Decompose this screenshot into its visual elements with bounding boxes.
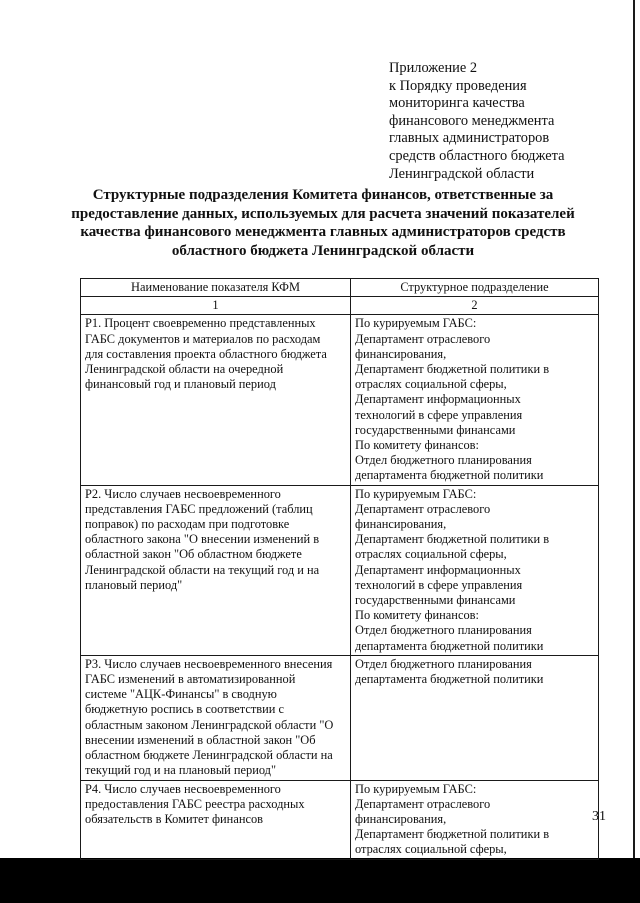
table-row <box>81 485 599 655</box>
division-cell <box>351 655 599 780</box>
cell-line: Департамент бюджетной политики в <box>355 362 550 377</box>
column-number: 1 <box>81 297 351 315</box>
cell-line: финансирования, <box>355 346 447 361</box>
cell-line: Р1. Процент своевременно представленных <box>85 316 316 331</box>
table-row <box>81 655 599 780</box>
appendix-line: главных администраторов <box>389 130 550 147</box>
cell-line: ГАБС документов и материалов по расходам <box>85 331 321 346</box>
cell-line: департамента бюджетной политики <box>355 468 544 483</box>
cell-line: Департамент отраслевого <box>355 796 491 811</box>
cell-line: государственными финансами <box>355 422 516 437</box>
cell-line: областной закон "Об областном бюджете <box>85 547 302 562</box>
cell-line: Р4. Число случаев несвоевременного <box>85 781 281 796</box>
cell-line: отраслях социальной сферы, <box>355 842 507 857</box>
cell-line: ГАБС изменений в автоматизированной <box>85 672 296 687</box>
cell-line: обязательств в Комитет финансов <box>85 811 263 826</box>
cell-line: Департамент отраслевого <box>355 501 491 516</box>
indicators-table <box>80 278 599 860</box>
cell-line: областным законом Ленинградской области "О <box>85 717 334 732</box>
cell-line: технологий в сфере управления <box>355 577 523 592</box>
cell-line: областном бюджете Ленинградской области на <box>85 748 333 763</box>
indicator-cell <box>81 485 351 655</box>
appendix-line: к Порядку проведения <box>389 77 527 94</box>
indicator-cell <box>81 315 351 485</box>
scan-edge-line <box>633 0 635 903</box>
cell-line: областного закона "О внесении изменений в <box>85 532 320 547</box>
cell-line: Департамент информационных <box>355 392 521 407</box>
cell-line: отраслях социальной сферы, <box>355 547 507 562</box>
indicator-cell <box>81 655 351 780</box>
title-line: Структурные подразделения Комитета финансов, ответственные за <box>92 187 554 203</box>
appendix-line: финансового менеджмента <box>389 112 555 129</box>
title-line: предоставление данных, используемых для расчета значений показателей <box>71 205 575 222</box>
cell-line: государственными финансами <box>355 593 516 608</box>
cell-line: Департамент бюджетной политики в <box>355 532 550 547</box>
title-line: качества финансового менеджмента главных администраторов средств <box>80 224 566 241</box>
appendix-line: средств областного бюджета <box>389 147 565 164</box>
cell-line: технологий в сфере управления <box>355 407 523 422</box>
cell-line: Отдел бюджетного планирования <box>355 623 532 638</box>
appendix-note <box>389 60 629 183</box>
cell-line: Ленинградской области на текущий год и на <box>85 562 320 577</box>
cell-line: департамента бюджетной политики <box>355 638 544 653</box>
division-cell <box>351 780 599 859</box>
cell-line: финансовый год и плановый период <box>85 377 276 392</box>
cell-line: Р2. Число случаев несвоевременного <box>85 486 281 501</box>
cell-line: предоставления ГАБС реестра расходных <box>85 796 305 811</box>
cell-line: департамента бюджетной политики <box>355 672 544 687</box>
title-line: областного бюджета Ленинградской области <box>171 242 475 259</box>
division-cell <box>351 485 599 655</box>
cell-line: Департамент отраслевого <box>355 331 491 346</box>
cell-line: финансирования, <box>355 517 447 532</box>
cell-line: поправок) по расходам при подготовке <box>85 517 290 532</box>
document-title <box>40 186 606 260</box>
cell-line: Отдел бюджетного планирования <box>355 453 532 468</box>
table-row <box>81 780 599 859</box>
column-number: 2 <box>351 297 599 315</box>
table-row <box>81 315 599 485</box>
scan-bottom-bar <box>0 858 640 903</box>
cell-line: внесении изменений в областной закон "Об <box>85 732 316 747</box>
cell-line: Департамент информационных <box>355 562 521 577</box>
cell-line: системе "АЦК-Финансы" в сводную <box>85 687 277 702</box>
cell-line: плановый период" <box>85 577 183 592</box>
table-header-row <box>81 279 599 297</box>
cell-line: По комитету финансов: <box>355 608 479 623</box>
cell-line: представления ГАБС предложений (таблиц <box>85 501 313 516</box>
cell-line: По курируемым ГАБС: <box>355 486 477 501</box>
cell-line: текущий год и на плановый период" <box>85 763 277 778</box>
cell-line: По курируемым ГАБС: <box>355 316 477 331</box>
cell-line: отраслях социальной сферы, <box>355 377 507 392</box>
cell-line: бюджетную роспись в соответствии с <box>85 702 284 717</box>
cell-line: для составления проекта областного бюджета <box>85 346 327 361</box>
appendix-line: Приложение 2 <box>389 60 478 76</box>
header-indicator-name: Наименование показателя КФМ <box>81 279 351 297</box>
header-structural-division: Структурное подразделение <box>351 279 599 297</box>
cell-line: финансирования, <box>355 811 447 826</box>
page-number: 31 <box>592 809 606 824</box>
cell-line: Ленинградской области на очередной <box>85 362 284 377</box>
table-column-number-row <box>81 297 599 315</box>
cell-line: Р3. Число случаев несвоевременного внесения <box>85 656 333 671</box>
cell-line: Отдел бюджетного планирования <box>355 656 532 671</box>
cell-line: По курируемым ГАБС: <box>355 781 477 796</box>
appendix-line: Ленинградской области <box>389 165 535 182</box>
division-cell <box>351 315 599 485</box>
indicator-cell <box>81 780 351 859</box>
cell-line: Департамент бюджетной политики в <box>355 827 550 842</box>
appendix-line: мониторинга качества <box>389 95 525 112</box>
cell-line: По комитету финансов: <box>355 438 479 453</box>
